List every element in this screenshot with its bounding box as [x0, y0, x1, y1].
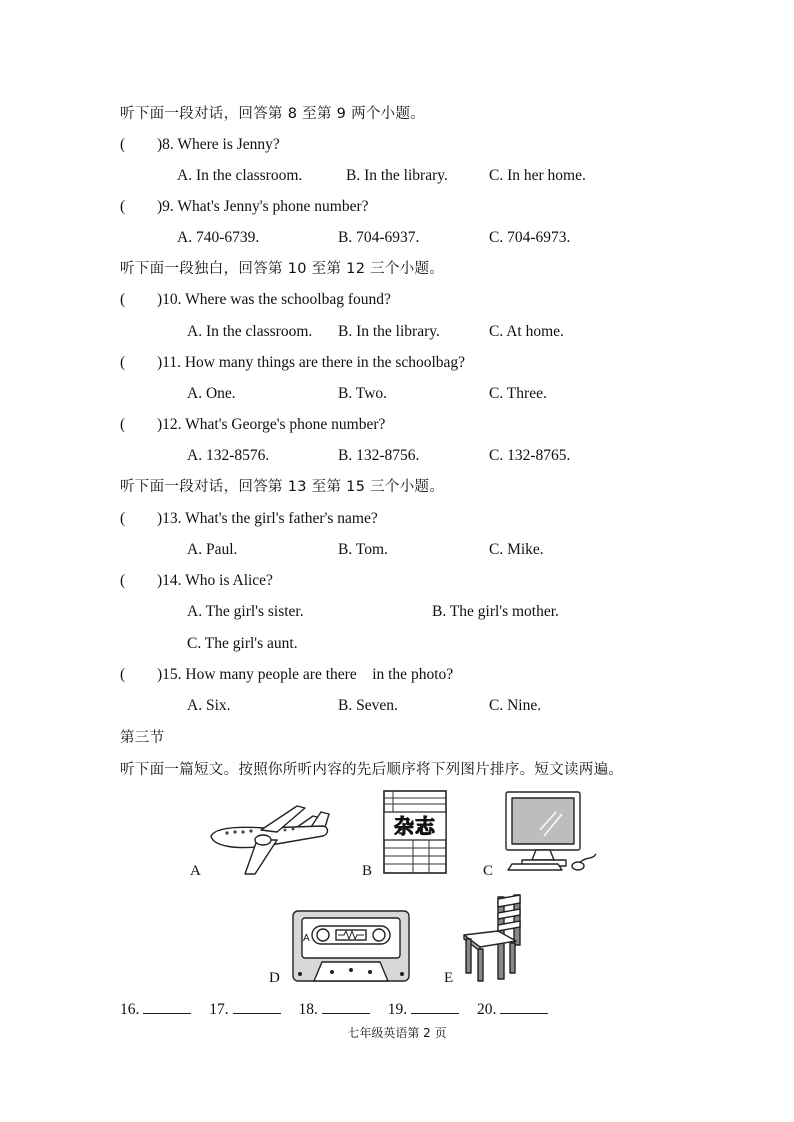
- q8-option-a: A. In the classroom.: [177, 167, 303, 184]
- question-12: ( )12. What's George's phone number?: [120, 416, 386, 433]
- section-intro-13-15: 听下面一段对话，回答第 13 至第 15 三个小题。: [120, 479, 445, 495]
- answer-label-17: 17.: [209, 1001, 229, 1018]
- answer-label-16: 16.: [120, 1001, 140, 1018]
- airplane-icon: [205, 800, 335, 878]
- question-10: ( )10. Where was the schoolbag found?: [120, 291, 391, 308]
- q15-option-c: C. Nine.: [489, 697, 542, 714]
- q13-option-a: A. Paul.: [187, 541, 238, 558]
- answer-blank-17[interactable]: [233, 999, 281, 1014]
- q9-option-b: B. 704-6937.: [338, 229, 420, 246]
- q15-option-b: B. Seven.: [338, 697, 398, 714]
- q13-option-c: C. Mike.: [489, 541, 544, 558]
- answer-label-19: 19.: [387, 1001, 408, 1018]
- q14-option-b: B. The girl's mother.: [432, 603, 559, 620]
- magazine-icon: [383, 790, 447, 874]
- question-8: ( )8. Where is Jenny?: [120, 136, 280, 153]
- picture-label-e: E: [444, 970, 454, 986]
- cassette-side-label: A: [303, 933, 310, 944]
- q15-option-a: A. Six.: [187, 697, 231, 714]
- answer-label-18: 18.: [298, 1001, 318, 1018]
- q12-option-b: B. 132-8756.: [338, 447, 420, 464]
- question-14: ( )14. Who is Alice?: [120, 572, 273, 589]
- answer-blank-19[interactable]: [411, 999, 459, 1014]
- q12-option-c: C. 132-8765.: [489, 447, 571, 464]
- cassette-icon: [292, 910, 410, 982]
- chair-icon: [460, 893, 526, 983]
- q10-option-c: C. At home.: [489, 323, 564, 340]
- q10-option-b: B. In the library.: [338, 323, 440, 340]
- answer-label-20: 20.: [477, 1001, 497, 1018]
- picture-label-c: C: [483, 863, 494, 879]
- question-9: ( )9. What's Jenny's phone number?: [120, 198, 369, 215]
- answer-blanks: [120, 999, 562, 1020]
- picture-label-b: B: [362, 863, 373, 879]
- page-footer: 七年级英语第 2 页: [347, 1026, 447, 1040]
- answer-blank-18[interactable]: [322, 999, 370, 1014]
- q11-option-a: A. One.: [187, 385, 236, 402]
- section-intro-8-9: 听下面一段对话，回答第 8 至第 9 两个小题。: [120, 106, 426, 122]
- q11-option-b: B. Two.: [338, 385, 388, 402]
- q8-option-b: B. In the library.: [346, 167, 448, 184]
- section3-title: 第三节: [120, 730, 165, 746]
- section3-instruction: 听下面一篇短文。按照你所听内容的先后顺序将下列图片排序。短文读两遍。: [120, 762, 624, 778]
- q9-option-c: C. 704-6973.: [489, 229, 571, 246]
- question-11: ( )11. How many things are there in the schoolbag?: [120, 354, 466, 371]
- monitor-icon: [500, 790, 600, 874]
- answer-blank-20[interactable]: [500, 999, 548, 1014]
- q8-option-c: C. In her home.: [489, 167, 586, 184]
- section-intro-10-12: 听下面一段独白，回答第 10 至第 12 三个小题。: [120, 261, 445, 277]
- q14-option-c: C. The girl's aunt.: [187, 635, 298, 652]
- picture-label-a: A: [190, 863, 201, 879]
- picture-label-d: D: [269, 970, 280, 986]
- q9-option-a: A. 740-6739.: [177, 229, 260, 246]
- q11-option-c: C. Three.: [489, 385, 547, 402]
- q14-option-a: A. The girl's sister.: [187, 603, 304, 620]
- answer-blank-16[interactable]: [143, 999, 191, 1014]
- question-13: ( )13. What's the girl's father's name?: [120, 510, 378, 527]
- q13-option-b: B. Tom.: [338, 541, 388, 558]
- q12-option-a: A. 132-8576.: [187, 447, 270, 464]
- q10-option-a: A. In the classroom.: [187, 323, 313, 340]
- magazine-title: 杂志: [394, 814, 436, 838]
- question-15: ( )15. How many people are there in the photo?: [120, 666, 454, 683]
